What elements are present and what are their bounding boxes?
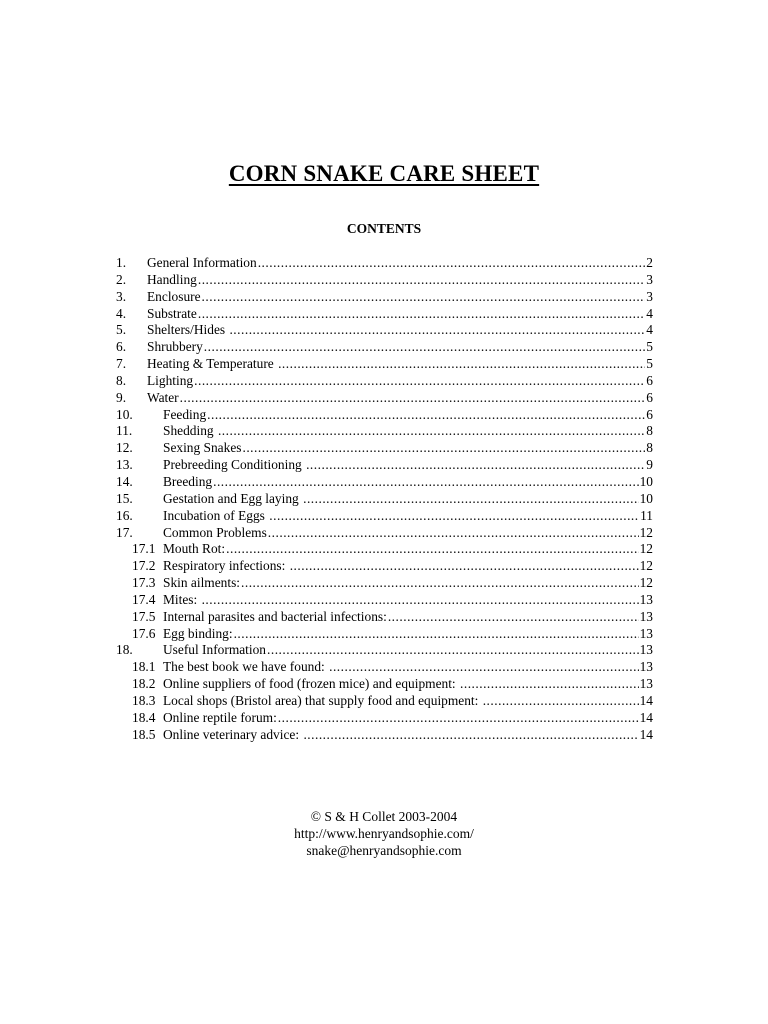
toc-entry-label: Shedding (163, 423, 217, 439)
toc-entry[interactable] (116, 255, 653, 272)
toc-entry-page: 13 (639, 659, 653, 675)
toc-entry-label: Mites: (163, 591, 201, 607)
toc-entry-number: 16. (116, 507, 133, 523)
toc-entry-page: 10 (639, 490, 653, 506)
toc-entry[interactable] (116, 508, 653, 525)
toc-dot-leader (202, 289, 646, 306)
toc-entry-label: Internal parasites and bacterial infections: (163, 608, 387, 624)
toc-entry-label: Local shops (Bristol area) that supply food and equipment: (163, 692, 482, 708)
toc-entry-label: Gestation and Egg laying (163, 490, 303, 506)
toc-dot-leader (226, 541, 638, 558)
contents-heading: CONTENTS (346, 221, 422, 236)
toc-entry[interactable] (116, 356, 653, 373)
toc-entry-label: Egg binding: (163, 625, 233, 641)
toc-entry-number: 8. (116, 372, 127, 388)
toc-entry-page: 10 (639, 473, 653, 489)
toc-entry-label: Respiratory infections: (163, 558, 289, 574)
toc-entry[interactable] (116, 407, 653, 424)
toc-entry-label: Heating & Temperature (147, 356, 278, 372)
toc-entry-number: 12. (116, 440, 133, 456)
toc-entry-number: 2. (116, 271, 127, 287)
toc-entry-label: Online reptile forum: (163, 709, 277, 725)
toc-entry-number: 11. (116, 423, 133, 439)
toc-entry-page: 3 (646, 271, 653, 287)
toc-entry[interactable] (116, 525, 653, 542)
toc-dot-leader (329, 659, 639, 676)
toc-entry-number: 4. (116, 305, 127, 321)
toc-entry-page: 4 (646, 322, 653, 338)
toc-entry-number: 18.2 (132, 676, 156, 692)
toc-entry-label: Shelters/Hides (147, 322, 229, 338)
toc-entry[interactable] (116, 390, 653, 407)
toc-entry-number: 9. (116, 389, 127, 405)
toc-entry-number: 18. (116, 642, 133, 658)
toc-entry-number: 17.3 (132, 575, 156, 591)
toc-entry-label: Water (147, 389, 179, 405)
toc-entry-page: 5 (646, 356, 653, 372)
toc-entry-page: 13 (639, 608, 653, 624)
toc-entry[interactable] (116, 541, 653, 558)
toc-entry-number: 17.1 (132, 541, 156, 557)
toc-entry-number: 17. (116, 524, 133, 540)
toc-entry-number: 5. (116, 322, 127, 338)
toc-entry-page: 3 (646, 288, 653, 304)
toc-entry[interactable] (116, 491, 653, 508)
toc-entry[interactable] (116, 289, 653, 306)
toc-entry-number: 1. (116, 255, 127, 270)
website-link[interactable]: http://www.henryandsophie.com/ (294, 826, 474, 841)
toc-entry[interactable] (116, 474, 653, 491)
toc-dot-leader (306, 457, 645, 474)
toc-entry-page: 13 (639, 642, 653, 658)
toc-entry-page: 13 (639, 625, 653, 641)
toc-dot-leader (303, 727, 638, 744)
toc-dot-leader (483, 693, 639, 710)
toc-entry-page: 6 (646, 389, 653, 405)
toc-entry[interactable] (116, 642, 653, 659)
toc-entry[interactable] (116, 659, 653, 676)
toc-entry-page: 4 (646, 305, 653, 321)
toc-entry-number: 18.5 (132, 726, 156, 742)
toc-entry-number: 6. (116, 339, 127, 355)
toc-entry[interactable] (116, 693, 653, 710)
table-of-contents (116, 255, 653, 743)
toc-entry[interactable] (116, 457, 653, 474)
toc-entry-label: The best book we have found: (163, 659, 329, 675)
toc-entry-number: 17.4 (132, 591, 156, 607)
toc-entry-number: 17.6 (132, 625, 156, 641)
toc-entry-number: 3. (116, 288, 127, 304)
toc-entry-number: 13. (116, 457, 133, 473)
toc-entry-number: 18.1 (132, 659, 156, 675)
toc-entry-label: Handling (147, 271, 197, 287)
toc-dot-leader (213, 474, 639, 491)
toc-entry[interactable] (116, 626, 653, 643)
toc-entry-page: 13 (639, 676, 653, 692)
toc-entry[interactable] (116, 727, 653, 744)
toc-dot-leader (303, 491, 639, 508)
toc-entry-label: Breeding (163, 473, 213, 489)
email-link[interactable]: snake@henryandsophie.com (306, 843, 462, 858)
toc-dot-leader (198, 272, 645, 289)
copyright-text: © S & H Collet 2003-2004 (310, 809, 458, 824)
toc-entry[interactable] (116, 272, 653, 289)
toc-dot-leader (241, 575, 639, 592)
toc-entry-label: Online suppliers of food (frozen mice) and equipment: (163, 676, 459, 692)
toc-entry-label: Skin ailments: (163, 575, 240, 591)
toc-entry-page: 6 (646, 372, 653, 388)
toc-entry[interactable] (116, 373, 653, 390)
toc-entry[interactable] (116, 592, 653, 609)
toc-dot-leader (290, 558, 639, 575)
toc-dot-leader (218, 423, 645, 440)
toc-entry-label: Mouth Rot: (163, 541, 226, 557)
toc-dot-leader (242, 440, 645, 457)
toc-entry[interactable] (116, 676, 653, 693)
toc-dot-leader (198, 306, 645, 323)
toc-entry-page: 12 (639, 575, 653, 591)
toc-dot-leader (388, 609, 639, 626)
toc-dot-leader (267, 642, 639, 659)
toc-dot-leader (278, 710, 639, 727)
toc-entry[interactable] (116, 558, 653, 575)
toc-entry-number: 18.4 (132, 709, 156, 725)
toc-dot-leader (460, 676, 639, 693)
toc-dot-leader (194, 373, 645, 390)
toc-dot-leader (202, 592, 639, 609)
toc-dot-leader (234, 626, 639, 643)
toc-entry-label: Feeding (163, 406, 207, 422)
toc-entry-number: 17.2 (132, 558, 156, 574)
toc-entry-label: General Information (147, 255, 257, 270)
toc-dot-leader (180, 390, 646, 407)
document-title: CORN SNAKE CARE SHEET (228, 161, 540, 186)
toc-entry[interactable] (116, 423, 653, 440)
toc-entry-page: 8 (646, 423, 653, 439)
toc-entry[interactable] (116, 609, 653, 626)
toc-entry-page: 12 (639, 524, 653, 540)
toc-entry-label: Shrubbery (147, 339, 203, 355)
toc-entry-number: 10. (116, 406, 133, 422)
toc-entry-number: 15. (116, 490, 133, 506)
toc-entry-page: 6 (646, 406, 653, 422)
toc-entry-number: 18.3 (132, 692, 156, 708)
footer (0, 808, 768, 859)
toc-entry[interactable] (116, 322, 653, 339)
toc-entry-label: Enclosure (147, 288, 201, 304)
toc-dot-leader (258, 255, 646, 272)
toc-entry-label: Sexing Snakes (163, 440, 242, 456)
toc-entry[interactable] (116, 710, 653, 727)
toc-dot-leader (207, 407, 645, 424)
toc-dot-leader (278, 356, 645, 373)
toc-entry[interactable] (116, 440, 653, 457)
toc-entry-page: 2 (646, 255, 653, 270)
toc-entry-label: Lighting (147, 372, 194, 388)
toc-entry-page: 8 (646, 440, 653, 456)
toc-entry-page: 14 (639, 726, 653, 742)
toc-entry-page: 14 (639, 709, 653, 725)
toc-entry[interactable] (116, 339, 653, 356)
toc-entry-label: Useful Information (163, 642, 267, 658)
toc-entry-label: Incubation of Eggs (163, 507, 269, 523)
toc-entry-label: Prebreeding Conditioning (163, 457, 306, 473)
toc-entry-page: 9 (646, 457, 653, 473)
toc-entry[interactable] (116, 575, 653, 592)
toc-entry-label: Online veterinary advice: (163, 726, 303, 742)
toc-dot-leader (229, 322, 645, 339)
toc-entry-page: 14 (639, 692, 653, 708)
toc-dot-leader (204, 339, 646, 356)
toc-entry-number: 17.5 (132, 608, 156, 624)
toc-dot-leader (269, 508, 639, 525)
toc-entry-number: 14. (116, 473, 133, 489)
toc-entry-label: Common Problems (163, 524, 267, 540)
toc-entry-page: 5 (646, 339, 653, 355)
toc-entry-label: Substrate (147, 305, 197, 321)
toc-entry-page: 11 (640, 507, 653, 523)
toc-entry-page: 13 (639, 591, 653, 607)
toc-entry-page: 12 (639, 541, 653, 557)
toc-entry-page: 12 (639, 558, 653, 574)
toc-dot-leader (268, 525, 639, 542)
toc-entry[interactable] (116, 306, 653, 323)
toc-entry-number: 7. (116, 356, 127, 372)
